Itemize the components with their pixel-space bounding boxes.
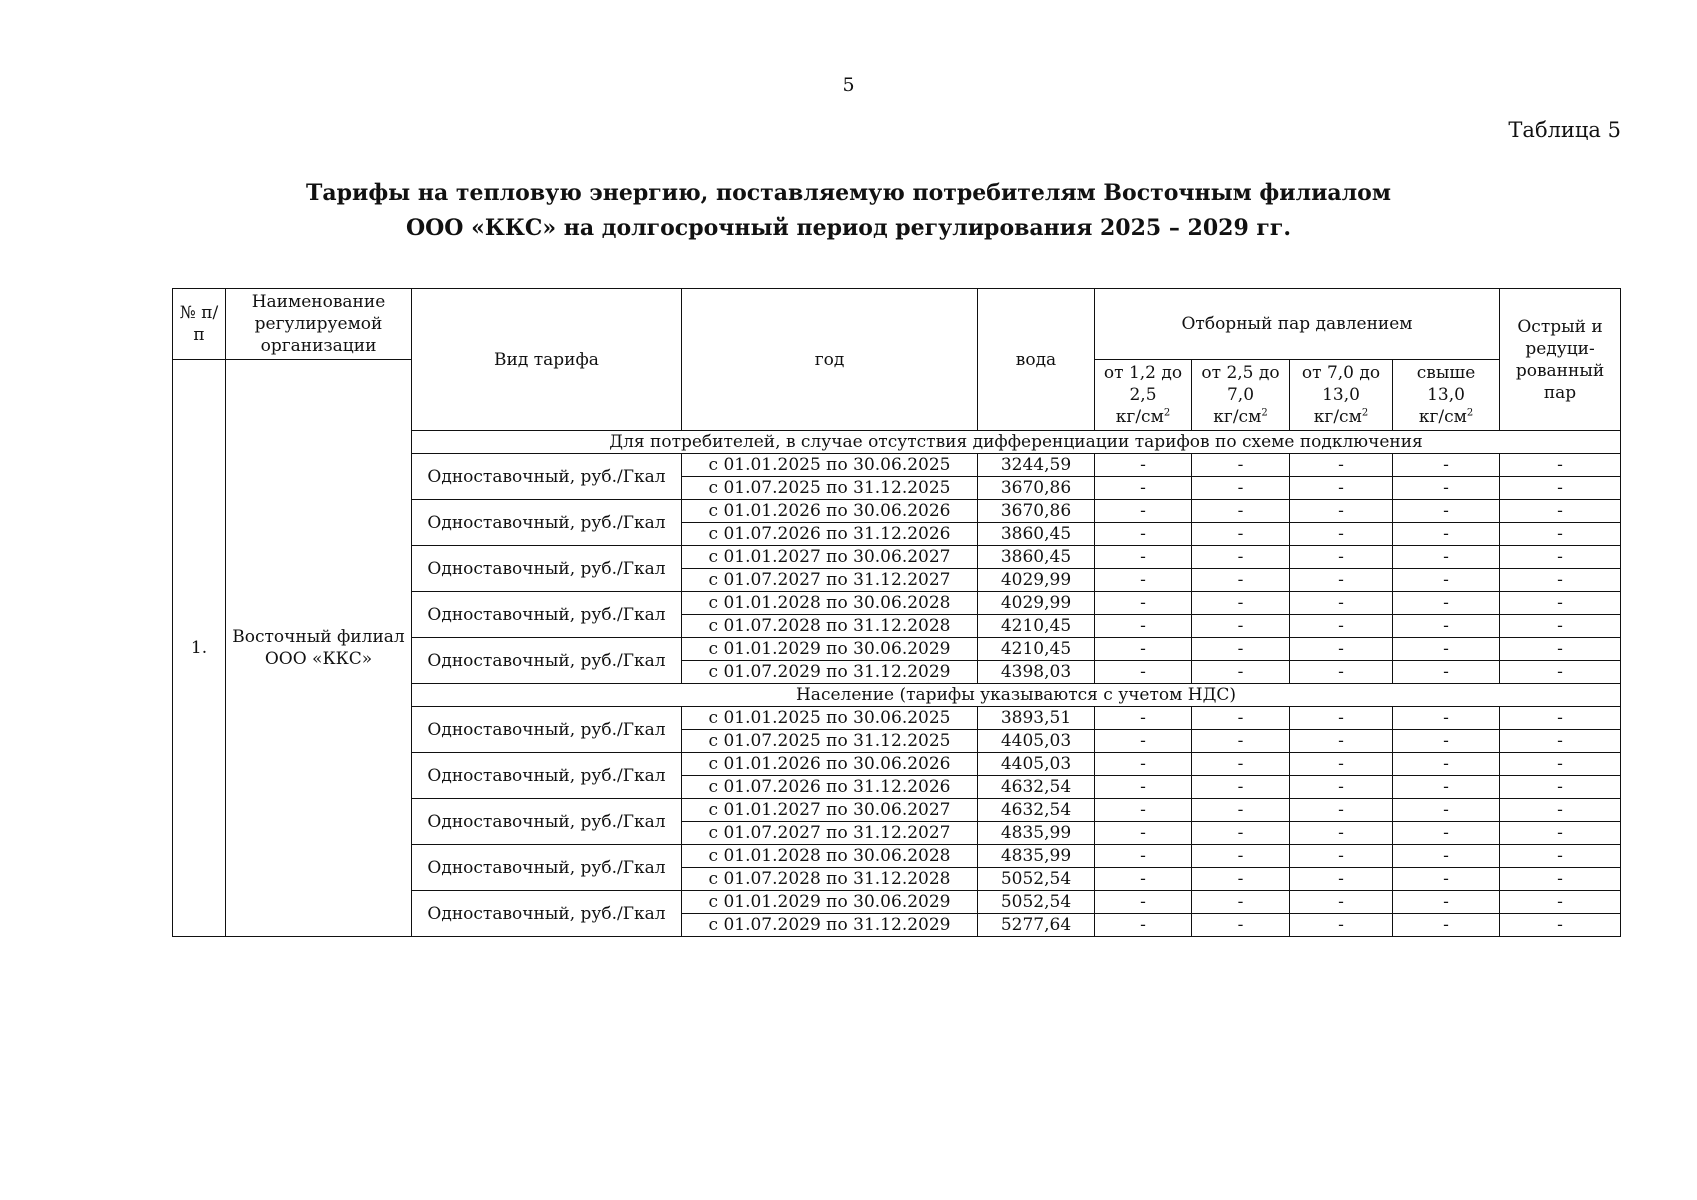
water-value-cell: 3860,45	[978, 523, 1095, 546]
pressure-1-unit-sup: 2	[1163, 407, 1171, 419]
pressure-3-unit: кг/см	[1313, 407, 1362, 427]
empty-value-cell: -	[1095, 753, 1192, 776]
period-cell: с 01.01.2026 по 30.06.2026	[682, 500, 978, 523]
empty-value-cell: -	[1290, 845, 1393, 868]
water-value-cell: 4398,03	[978, 661, 1095, 684]
period-cell: с 01.01.2026 по 30.06.2026	[682, 753, 978, 776]
water-value-cell: 3244,59	[978, 454, 1095, 477]
empty-value-cell: -	[1393, 868, 1500, 891]
period-cell: с 01.07.2025 по 31.12.2025	[682, 477, 978, 500]
header-year: год	[682, 289, 978, 431]
water-value-cell: 4029,99	[978, 592, 1095, 615]
empty-value-cell: -	[1393, 845, 1500, 868]
empty-value-cell: -	[1192, 615, 1290, 638]
empty-value-cell: -	[1393, 914, 1500, 937]
tariff-type-cell: Одноставочный, руб./Гкал	[412, 707, 682, 753]
empty-value-cell: -	[1500, 753, 1621, 776]
empty-value-cell: -	[1290, 569, 1393, 592]
water-value-cell: 4210,45	[978, 638, 1095, 661]
empty-value-cell: -	[1393, 776, 1500, 799]
empty-value-cell: -	[1192, 500, 1290, 523]
period-cell: с 01.01.2025 по 30.06.2025	[682, 707, 978, 730]
empty-value-cell: -	[1500, 707, 1621, 730]
empty-value-cell: -	[1393, 569, 1500, 592]
tariff-type-cell: Одноставочный, руб./Гкал	[412, 753, 682, 799]
empty-value-cell: -	[1290, 638, 1393, 661]
empty-value-cell: -	[1500, 523, 1621, 546]
water-value-cell: 4835,99	[978, 845, 1095, 868]
header-pressure-2	[1192, 360, 1290, 431]
empty-value-cell: -	[1393, 638, 1500, 661]
period-cell: с 01.07.2028 по 31.12.2028	[682, 868, 978, 891]
pressure-2-unit-sup: 2	[1261, 407, 1268, 419]
tariff-type-cell: Одноставочный, руб./Гкал	[412, 546, 682, 592]
page-number: 5	[842, 74, 855, 96]
empty-value-cell: -	[1393, 523, 1500, 546]
empty-value-cell: -	[1095, 914, 1192, 937]
empty-value-cell: -	[1192, 868, 1290, 891]
empty-value-cell: -	[1500, 822, 1621, 845]
empty-value-cell: -	[1393, 615, 1500, 638]
period-cell: с 01.07.2028 по 31.12.2028	[682, 615, 978, 638]
period-cell: с 01.07.2029 по 31.12.2029	[682, 661, 978, 684]
empty-value-cell: -	[1192, 730, 1290, 753]
empty-value-cell: -	[1500, 546, 1621, 569]
empty-value-cell: -	[1095, 477, 1192, 500]
water-value-cell: 3860,45	[978, 546, 1095, 569]
empty-value-cell: -	[1393, 753, 1500, 776]
empty-value-cell: -	[1095, 500, 1192, 523]
empty-value-cell: -	[1192, 753, 1290, 776]
header-tariff-type: Вид тарифа	[412, 289, 682, 431]
empty-value-cell: -	[1192, 891, 1290, 914]
empty-value-cell: -	[1192, 799, 1290, 822]
empty-value-cell: -	[1095, 454, 1192, 477]
period-cell: с 01.01.2027 по 30.06.2027	[682, 799, 978, 822]
organization-cell: Восточный филиал ООО «ККС»	[226, 360, 412, 937]
period-cell: с 01.01.2028 по 30.06.2028	[682, 845, 978, 868]
water-value-cell: 3670,86	[978, 477, 1095, 500]
empty-value-cell: -	[1393, 477, 1500, 500]
empty-value-cell: -	[1095, 776, 1192, 799]
water-value-cell: 4405,03	[978, 753, 1095, 776]
empty-value-cell: -	[1393, 891, 1500, 914]
empty-value-cell: -	[1500, 638, 1621, 661]
header-steam-group: Отборный пар давлением	[1095, 289, 1500, 360]
empty-value-cell: -	[1290, 707, 1393, 730]
empty-value-cell: -	[1192, 592, 1290, 615]
water-value-cell: 4632,54	[978, 799, 1095, 822]
empty-value-cell: -	[1393, 822, 1500, 845]
period-cell: с 01.07.2029 по 31.12.2029	[682, 914, 978, 937]
empty-value-cell: -	[1192, 776, 1290, 799]
tariff-table	[172, 288, 1621, 937]
water-value-cell: 4029,99	[978, 569, 1095, 592]
empty-value-cell: -	[1095, 615, 1192, 638]
empty-value-cell: -	[1500, 500, 1621, 523]
empty-value-cell: -	[1192, 638, 1290, 661]
period-cell: с 01.01.2027 по 30.06.2027	[682, 546, 978, 569]
empty-value-cell: -	[1290, 776, 1393, 799]
empty-value-cell: -	[1192, 523, 1290, 546]
empty-value-cell: -	[1095, 799, 1192, 822]
empty-value-cell: -	[1192, 914, 1290, 937]
empty-value-cell: -	[1192, 546, 1290, 569]
title-line-2: ООО «ККС» на долгосрочный период регулирования 2025 – 2029 гг.	[405, 215, 1292, 241]
pressure-3-unit-sup: 2	[1361, 407, 1369, 419]
empty-value-cell: -	[1500, 776, 1621, 799]
empty-value-cell: -	[1095, 661, 1192, 684]
tariff-type-cell: Одноставочный, руб./Гкал	[412, 500, 682, 546]
empty-value-cell: -	[1500, 914, 1621, 937]
empty-value-cell: -	[1095, 891, 1192, 914]
empty-value-cell: -	[1192, 477, 1290, 500]
header-pressure-4	[1393, 360, 1500, 431]
empty-value-cell: -	[1290, 500, 1393, 523]
water-value-cell: 4210,45	[978, 615, 1095, 638]
section-title: Население (тарифы указываются с учетом НДС)	[412, 684, 1621, 707]
period-cell: с 01.07.2027 по 31.12.2027	[682, 569, 978, 592]
empty-value-cell: -	[1393, 546, 1500, 569]
pressure-4-unit: кг/см	[1418, 407, 1467, 427]
title-line-1: Тарифы на тепловую энергию, поставляемую потребителям Восточным филиалом	[306, 180, 1391, 206]
empty-value-cell: -	[1290, 615, 1393, 638]
water-value-cell: 4835,99	[978, 822, 1095, 845]
table-label: Таблица 5	[1508, 118, 1621, 142]
header-water: вода	[978, 289, 1095, 431]
tariff-type-cell: Одноставочный, руб./Гкал	[412, 845, 682, 891]
empty-value-cell: -	[1290, 661, 1393, 684]
empty-value-cell: -	[1393, 500, 1500, 523]
empty-value-cell: -	[1290, 592, 1393, 615]
empty-value-cell: -	[1393, 661, 1500, 684]
water-value-cell: 3893,51	[978, 707, 1095, 730]
period-cell: с 01.07.2026 по 31.12.2026	[682, 523, 978, 546]
empty-value-cell: -	[1500, 615, 1621, 638]
empty-value-cell: -	[1393, 454, 1500, 477]
empty-value-cell: -	[1192, 661, 1290, 684]
empty-value-cell: -	[1290, 546, 1393, 569]
empty-value-cell: -	[1192, 822, 1290, 845]
empty-value-cell: -	[1095, 592, 1192, 615]
water-value-cell: 5277,64	[978, 914, 1095, 937]
water-value-cell: 3670,86	[978, 500, 1095, 523]
empty-value-cell: -	[1290, 523, 1393, 546]
empty-value-cell: -	[1290, 753, 1393, 776]
empty-value-cell: -	[1290, 477, 1393, 500]
empty-value-cell: -	[1500, 845, 1621, 868]
empty-value-cell: -	[1393, 730, 1500, 753]
tariff-type-cell: Одноставочный, руб./Гкал	[412, 799, 682, 845]
empty-value-cell: -	[1290, 822, 1393, 845]
header-num: № п/п	[173, 289, 226, 360]
empty-value-cell: -	[1393, 592, 1500, 615]
empty-value-cell: -	[1192, 845, 1290, 868]
empty-value-cell: -	[1095, 730, 1192, 753]
period-cell: с 01.01.2029 по 30.06.2029	[682, 638, 978, 661]
period-cell: с 01.01.2029 по 30.06.2029	[682, 891, 978, 914]
empty-value-cell: -	[1393, 707, 1500, 730]
water-value-cell: 5052,54	[978, 891, 1095, 914]
header-sharp-steam: Острый и редуци-рованный пар	[1500, 289, 1621, 431]
empty-value-cell: -	[1500, 477, 1621, 500]
pressure-1-unit: кг/см	[1115, 407, 1164, 427]
empty-value-cell: -	[1095, 868, 1192, 891]
empty-value-cell: -	[1192, 454, 1290, 477]
period-cell: с 01.07.2025 по 31.12.2025	[682, 730, 978, 753]
empty-value-cell: -	[1095, 638, 1192, 661]
empty-value-cell: -	[1500, 569, 1621, 592]
empty-value-cell: -	[1192, 707, 1290, 730]
header-org: Наименование регулируемой организации	[226, 289, 412, 360]
header-pressure-3	[1290, 360, 1393, 431]
header-row-1	[173, 289, 1621, 360]
empty-value-cell: -	[1500, 868, 1621, 891]
empty-value-cell: -	[1500, 592, 1621, 615]
pressure-4-range: свыше 13,0	[1416, 363, 1476, 405]
empty-value-cell: -	[1500, 661, 1621, 684]
water-value-cell: 5052,54	[978, 868, 1095, 891]
tariff-type-cell: Одноставочный, руб./Гкал	[412, 454, 682, 500]
empty-value-cell: -	[1095, 546, 1192, 569]
pressure-2-unit: кг/см	[1213, 407, 1262, 427]
empty-value-cell: -	[1393, 799, 1500, 822]
tariff-type-cell: Одноставочный, руб./Гкал	[412, 891, 682, 937]
pressure-3-range: от 7,0 до 13,0	[1301, 363, 1381, 405]
empty-value-cell: -	[1290, 730, 1393, 753]
tariff-type-cell: Одноставочный, руб./Гкал	[412, 638, 682, 684]
empty-value-cell: -	[1290, 799, 1393, 822]
pressure-4-unit-sup: 2	[1466, 407, 1474, 419]
empty-value-cell: -	[1095, 569, 1192, 592]
empty-value-cell: -	[1500, 730, 1621, 753]
pressure-2-range: от 2,5 до 7,0	[1201, 363, 1280, 405]
empty-value-cell: -	[1290, 868, 1393, 891]
header-pressure-1	[1095, 360, 1192, 431]
empty-value-cell: -	[1500, 454, 1621, 477]
empty-value-cell: -	[1095, 845, 1192, 868]
empty-value-cell: -	[1290, 454, 1393, 477]
empty-value-cell: -	[1192, 569, 1290, 592]
water-value-cell: 4405,03	[978, 730, 1095, 753]
empty-value-cell: -	[1095, 523, 1192, 546]
empty-value-cell: -	[1500, 891, 1621, 914]
empty-value-cell: -	[1095, 822, 1192, 845]
period-cell: с 01.07.2026 по 31.12.2026	[682, 776, 978, 799]
tariff-type-cell: Одноставочный, руб./Гкал	[412, 592, 682, 638]
period-cell: с 01.01.2025 по 30.06.2025	[682, 454, 978, 477]
document-title	[0, 176, 1697, 246]
pressure-1-range: от 1,2 до 2,5	[1103, 363, 1183, 405]
period-cell: с 01.07.2027 по 31.12.2027	[682, 822, 978, 845]
period-cell: с 01.01.2028 по 30.06.2028	[682, 592, 978, 615]
section-title: Для потребителей, в случае отсутствия дифференциации тарифов по схеме подключения	[412, 431, 1621, 454]
empty-value-cell: -	[1095, 707, 1192, 730]
empty-value-cell: -	[1290, 891, 1393, 914]
empty-value-cell: -	[1290, 914, 1393, 937]
row-number-cell: 1.	[173, 360, 226, 937]
water-value-cell: 4632,54	[978, 776, 1095, 799]
empty-value-cell: -	[1500, 799, 1621, 822]
